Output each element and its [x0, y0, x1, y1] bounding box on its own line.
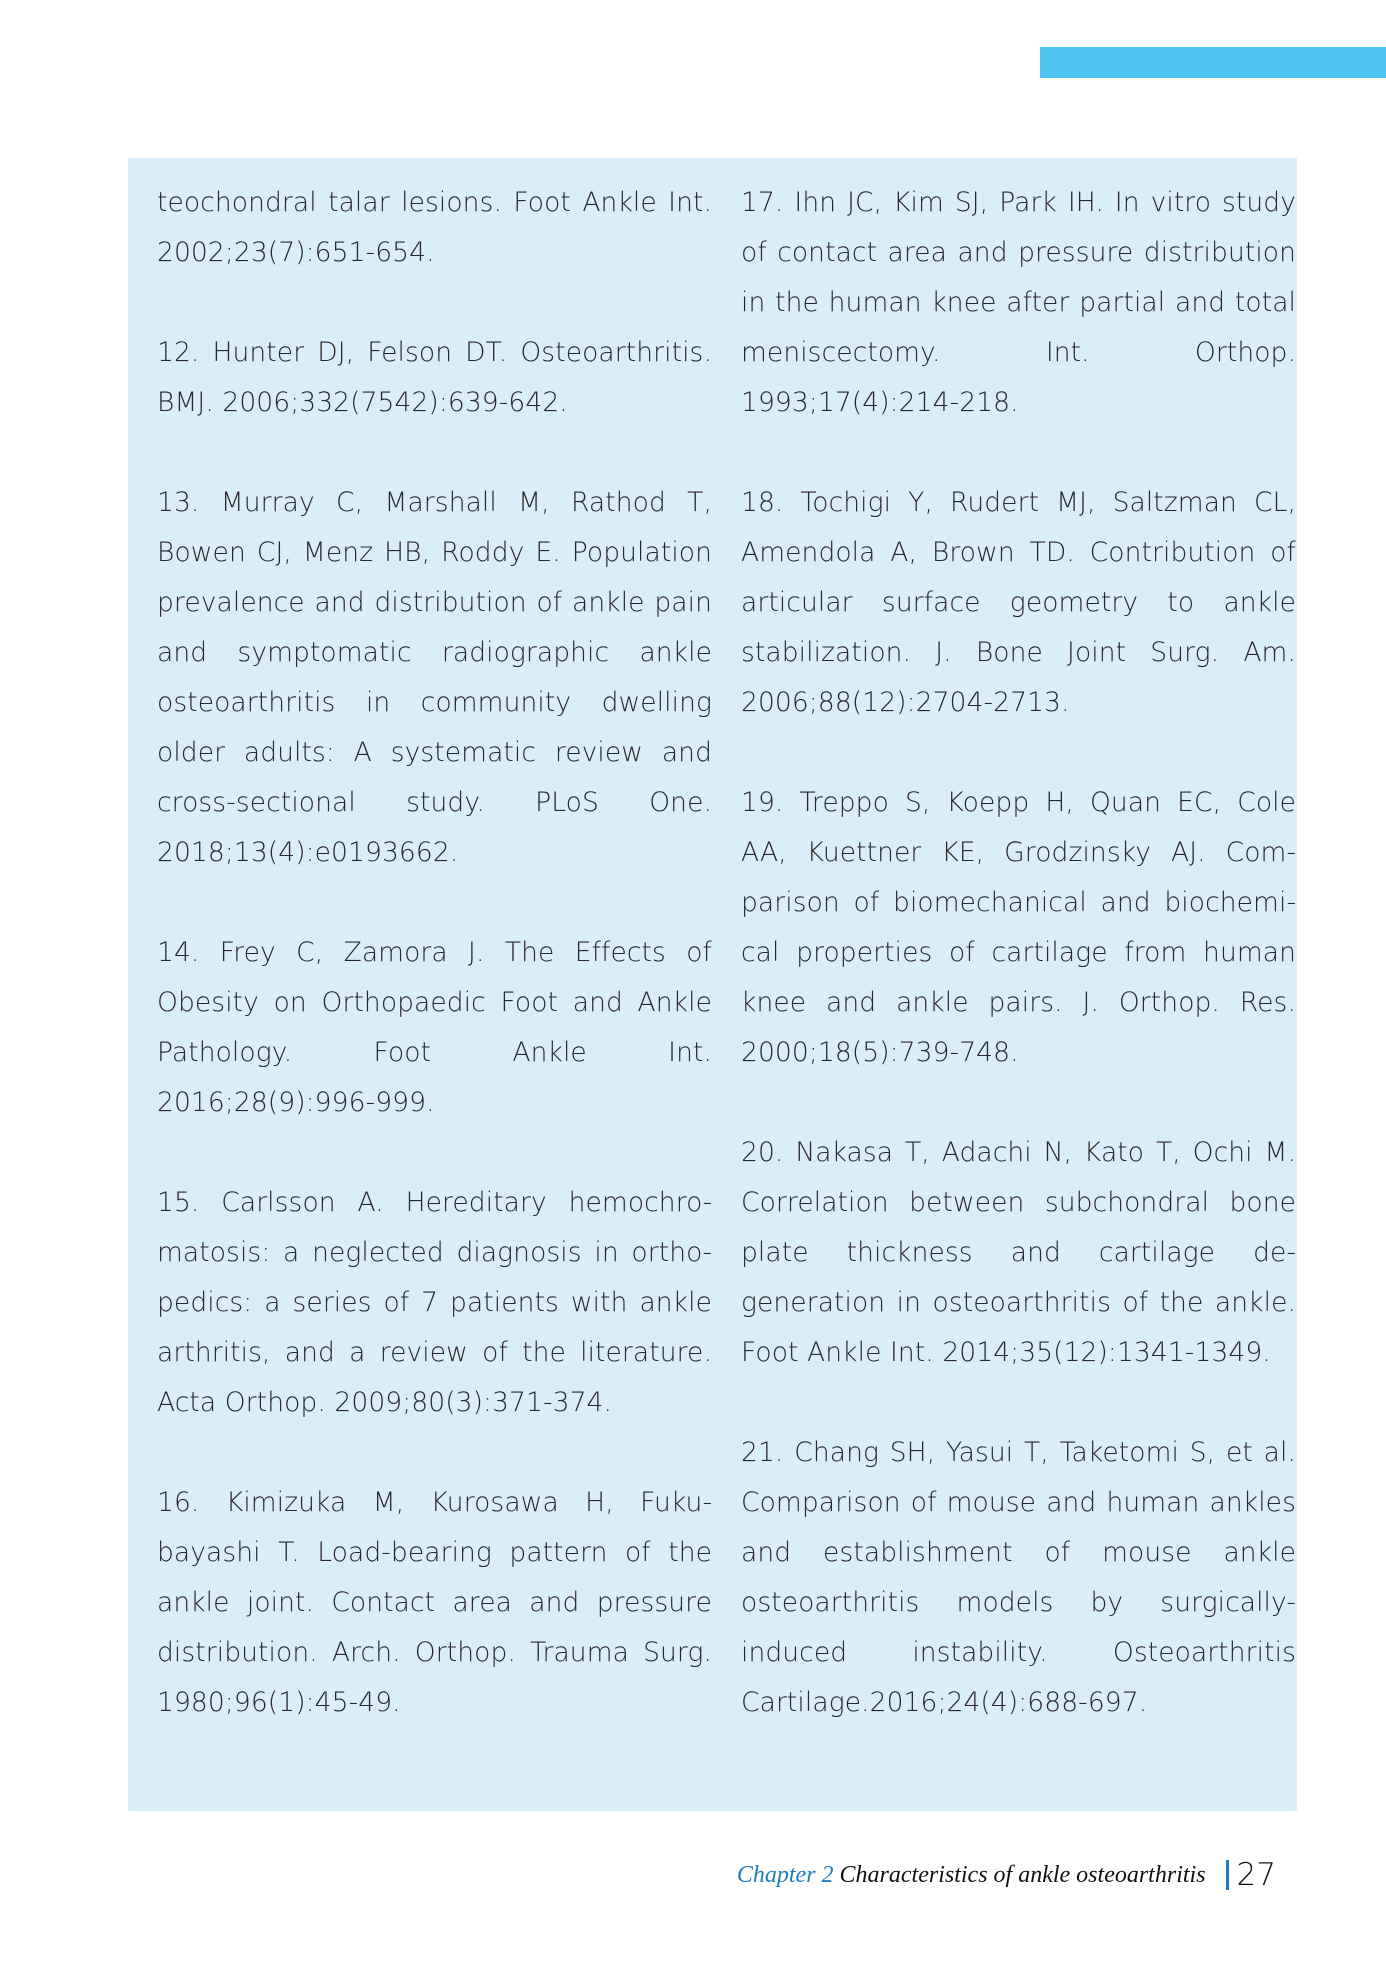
reference-item: 12. Hunter DJ, Felson DT. Osteoarthritis. BMJ. 2006;332(7542):639-642. [157, 337, 712, 418]
reference-item: teochondral talar lesions. Foot Ankle Int. 2002;23(7):651-654. [157, 187, 712, 268]
reference-item: 19. Treppo S, Koepp H, Quan EC, Cole AA, Kuettner KE, Grodzinsky AJ. Comparison of biomechanical and biochemical properties of cartilage from human knee and ankle pairs. J. Orthop. Res. 2000;18(5):739-748. [741, 787, 1296, 1068]
references-panel [128, 158, 1297, 1811]
reference-item: 16. Kimizuka M, Kurosawa H, Fukubayashi T. Load-bearing pattern of the ankle joint. Contact area and pressure distribution. Arch. Orthop. Trauma Surg. 1980;96(1):45-49. [157, 1487, 712, 1718]
page-number: 27 [1236, 1857, 1276, 1893]
footer-separator [1226, 1860, 1229, 1890]
reference-item: 13. Murray C, Marshall M, Rathod T, Bowen CJ, Menz HB, Roddy E. Population prevalence and distribution of ankle pain and symptomatic radiographic ankle osteoarthritis in community dwelling older adults: A systematic review and cross-sectional study. PLoS One. 2018;13(4):e0193662. [157, 487, 712, 868]
reference-item: 14. Frey C, Zamora J. The Effects of Obesity on Orthopaedic Foot and Ankle Pathology. Foot Ankle Int. 2016;28(9):996-999. [157, 937, 712, 1118]
reference-item: 20. Nakasa T, Adachi N, Kato T, Ochi M. Correlation between subchondral bone plate thickness and cartilage degeneration in osteoarthritis of the ankle. Foot Ankle Int. 2014;35(12):1341-1349. [741, 1137, 1296, 1368]
references-column-left [157, 178, 712, 1728]
page-footer [737, 1855, 1276, 1895]
reference-item: 15. Carlsson A. Hereditary hemochromatosis: a neglected diagnosis in orthopedics: a series of 7 patients with ankle arthritis, and a review of the literature. Acta Orthop. 2009;80(3):371-374. [157, 1187, 712, 1418]
footer-chapter-label: Chapter 2 [736, 1861, 834, 1888]
reference-item: 18. Tochigi Y, Rudert MJ, Saltzman CL, Amendola A, Brown TD. Contribution of articular surface geometry to ankle stabilization. J. Bone Joint Surg. Am. 2006;88(12):2704-2713. [741, 487, 1296, 718]
reference-item: 21. Chang SH, Yasui T, Taketomi S, et al. Comparison of mouse and human ankles and establishment of mouse ankle osteoarthritis models by surgically-induced instability. Osteoarthritis Cartilage.2016;24(4):688-697. [741, 1437, 1296, 1718]
header-accent-bar [1040, 47, 1386, 78]
footer-chapter-title: Characteristics of ankle osteoarthritis [833, 1861, 1206, 1888]
reference-item: 17. Ihn JC, Kim SJ, Park IH. In vitro study of contact area and pressure distribution in the human knee after partial and total meniscectomy. Int. Orthop. 1993;17(4):214-218. [741, 187, 1296, 418]
references-column-right [741, 178, 1296, 1728]
